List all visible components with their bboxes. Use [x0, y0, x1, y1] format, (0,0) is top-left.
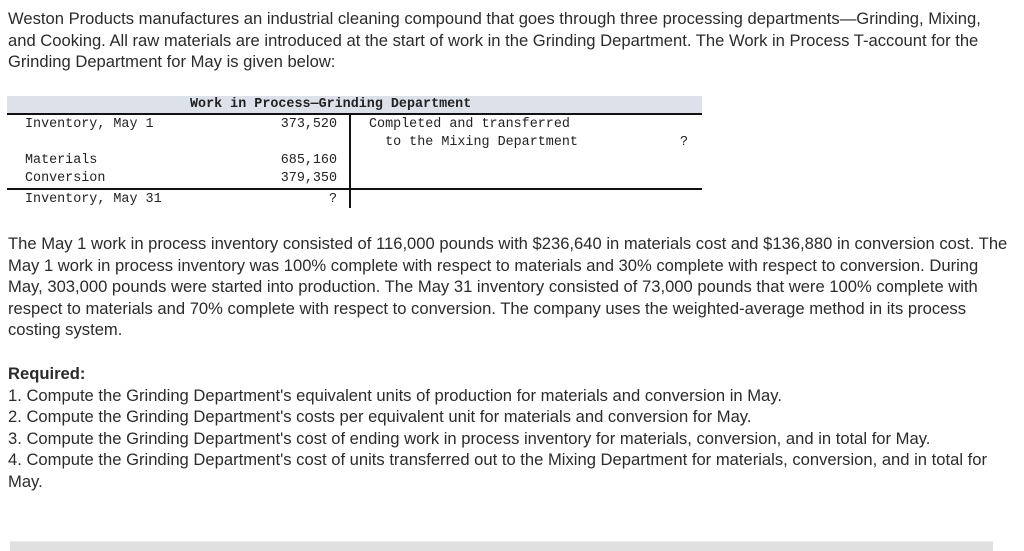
t-account-vertical-rule	[349, 115, 351, 208]
credit-label-transferred-line2: to the Mixing Department	[369, 135, 578, 150]
required-section	[8, 363, 1008, 492]
ending-inventory-amount: ?	[328, 192, 337, 207]
debit-label-conversion: Conversion	[25, 171, 106, 186]
t-account-header	[7, 96, 702, 115]
debit-amount-conversion: 379,350	[280, 171, 337, 186]
required-item-2: 2. Compute the Grinding Department's costs per equivalent unit for materials and conversion for May.	[8, 407, 752, 426]
required-heading: Required:	[8, 364, 86, 383]
debit-amount-beginning-inventory: 373,520	[280, 117, 337, 132]
required-item-1: 1. Compute the Grinding Department's equivalent units of production for materials and conversion in May.	[8, 385, 782, 405]
details-paragraph: The May 1 work in process inventory consisted of 116,000 pounds with $236,640 in materials cost and $136,880 in conversion cost. The May 1 work in process inventory was 100% complete with respect to materials and 30% complete with respect to conversion. During May, 303,000 pounds were started into production. The May 31 inventory consisted of 73,000 pounds that were 100% complete with respect to materials and 70% complete with respect to conversion. The company uses the weighted-average method in its process costing system.	[8, 234, 1008, 339]
required-item-3: 3. Compute the Grinding Department's cost of ending work in process inventory for materials, conversion, and in total for May.	[8, 428, 931, 448]
t-account-total-rule	[7, 188, 702, 190]
credit-amount-transferred: ?	[679, 135, 688, 150]
t-account-title: Work in Process—Grinding Department	[190, 97, 472, 112]
intro-paragraph: Weston Products manufactures an industrial cleaning compound that goes through three processing departments—Grinding, Mixing, and Cooking. All raw materials are introduced at the start of work in the Grinding Department. The Work in Process T-account for the Grinding Department for May is given below:	[8, 9, 981, 71]
credit-label-transferred-line1: Completed and transferred	[369, 117, 570, 132]
t-account-work-in-process	[7, 96, 702, 211]
debit-label-beginning-inventory: Inventory, May 1	[25, 117, 154, 132]
required-item-4: 4. Compute the Grinding Department's cost of units transferred out to the Mixing Department for materials, conversion, and in total for May.	[8, 450, 987, 491]
debit-amount-materials: 685,160	[280, 153, 337, 168]
ending-inventory-label: Inventory, May 31	[25, 192, 162, 207]
debit-label-materials: Materials	[25, 153, 98, 168]
